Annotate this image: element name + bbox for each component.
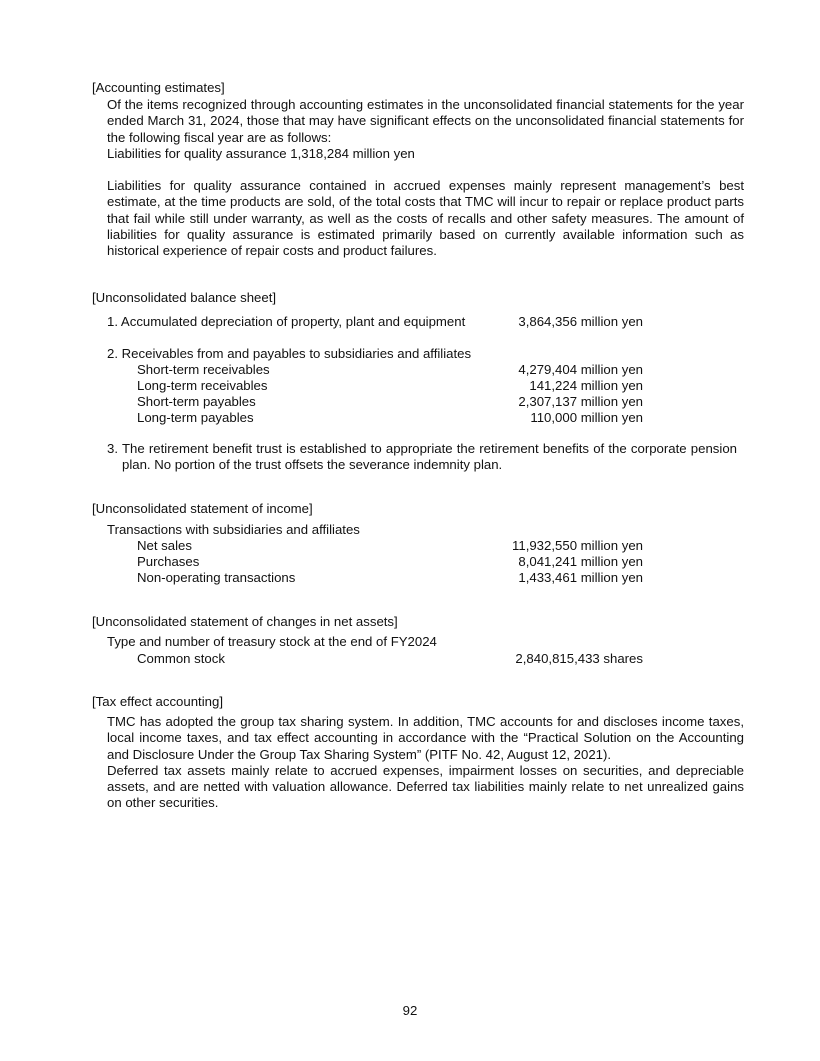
income-row-label: Purchases: [137, 554, 200, 569]
accounting-estimates-paragraph: Of the items recognized through accounting estimates in the unconsolidated financial statements for the year ended March 31, 2024, those that may have significant effects on the unconsolidated financial statements for the following fiscal year are as follows:: [107, 97, 744, 145]
income-row-label: Net sales: [137, 538, 192, 553]
balance-row-label: Long-term receivables: [137, 378, 268, 393]
section-heading-tax-effect: [Tax effect accounting]: [92, 694, 223, 709]
income-row-value: 1,433,461 million yen: [518, 570, 643, 585]
income-row-label: Non-operating transactions: [137, 570, 296, 585]
section-heading-accounting-estimates: [Accounting estimates]: [92, 80, 225, 95]
balance-item-3-number: 3.: [107, 441, 118, 456]
net-assets-row-label: Common stock: [137, 651, 225, 666]
balance-item-3-text: The retirement benefit trust is established to appropriate the retirement benefits of the corporate pension plan. No portion of the trust offsets the severance indemnity plan.: [122, 441, 737, 472]
section-heading-income-statement: [Unconsolidated statement of income]: [92, 501, 313, 516]
tax-effect-paragraph: Deferred tax assets mainly relate to accrued expenses, impairment losses on securities, and depreciable assets, and are netted with valuation allowance. Deferred tax liabilities mainly relate to net unrealized gains on other securities.: [107, 762, 744, 811]
tax-effect-body: [107, 714, 744, 812]
section-heading-balance-sheet: [Unconsolidated balance sheet]: [92, 290, 277, 305]
balance-row-label: Short-term payables: [137, 394, 256, 409]
net-assets-row-value: 2,840,815,433 shares: [515, 651, 643, 666]
income-row-value: 11,932,550 million yen: [512, 538, 643, 553]
balance-row-value: 141,224 million yen: [529, 378, 643, 393]
quality-assurance-liability-line: Liabilities for quality assurance 1,318,284 million yen: [107, 145, 415, 161]
income-row-value: 8,041,241 million yen: [518, 554, 643, 569]
net-assets-subheading: Type and number of treasury stock at the end of FY2024: [107, 634, 437, 649]
balance-row-value: 2,307,137 million yen: [518, 394, 643, 409]
quality-assurance-paragraph: Liabilities for quality assurance contained in accrued expenses mainly represent management’s best estimate, at the time products are sold, of the total costs that TMC will incur to repair or replace product parts that fail while still under warranty, as well as the costs of recalls and other safety measures. The amount of liabilities for quality assurance is estimated primarily based on currently available information such as historical experience of repair costs and product failures.: [107, 178, 744, 259]
balance-item-2-label: 2. Receivables from and payables to subsidiaries and affiliates: [107, 346, 472, 361]
page-number: 92: [402, 1003, 418, 1018]
balance-item-1-label: 1. Accumulated depreciation of property, plant and equipment: [107, 314, 466, 329]
section-heading-changes-in-net-assets: [Unconsolidated statement of changes in net assets]: [92, 614, 398, 629]
balance-row-value: 4,279,404 million yen: [518, 362, 643, 377]
balance-item-1-value: 3,864,356 million yen: [518, 314, 643, 329]
income-subheading: Transactions with subsidiaries and affiliates: [107, 522, 360, 537]
tax-effect-paragraph: TMC has adopted the group tax sharing system. In addition, TMC accounts for and discloses income taxes, local income taxes, and tax effect accounting in accordance with the “Practical Solution on the Accounting and Disclosure Under the Group Tax Sharing System” (PITF No. 42, August 12, 2021).: [107, 714, 744, 762]
balance-row-value: 110,000 million yen: [530, 410, 643, 425]
balance-row-label: Short-term receivables: [137, 362, 270, 377]
accounting-estimates-body: [107, 97, 744, 260]
balance-row-label: Long-term payables: [137, 410, 254, 425]
